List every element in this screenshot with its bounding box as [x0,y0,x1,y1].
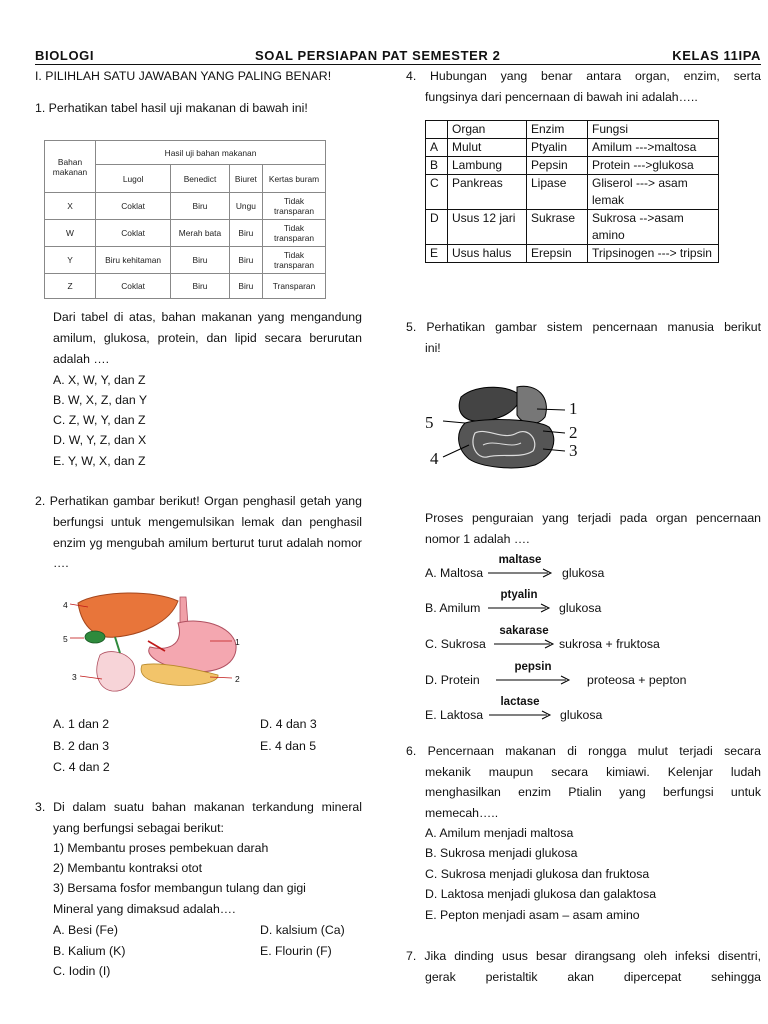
table-row [426,245,719,263]
q5-product: glukosa [560,708,603,722]
q5-product: proteosa + pepton [587,673,687,687]
q6-stem-line: memecah….. [425,806,499,820]
table-cell: Pankreas [448,175,527,210]
q2-option-e: E. 4 dan 5 [260,739,317,753]
section-title: I. PILIHLAH SATU JAWABAN YANG PALING BENAR! [35,69,332,83]
table-cell: Fungsi [588,121,719,139]
table-cell: Lambung [448,157,527,175]
table-row [426,157,719,175]
q5-figure-label-2: 2 [569,423,578,442]
q1-option-c: C. Z, W, Y, dan Z [53,413,146,427]
q2-stem-line: 2. Perhatikan gambar berikut! Organ penghasil getah yang [35,494,362,508]
q5-ask-line: nomor 1 adalah …. [425,532,530,546]
q5-ask-line: Proses penguraian yang terjadi pada organ pencernaan [425,511,761,525]
q5-option-a [425,563,483,584]
table-cell: Biru [229,247,262,274]
q5-substrate: B. Amilum [425,601,481,615]
q2-stem-line: enzim yg mengubah amilum berturut turut adalah nomor [53,536,362,550]
q3-stem-line: 3. Di dalam suatu bahan makanan terkandung mineral [35,800,362,814]
q1-food-test-table [44,140,326,299]
table-cell: Pepsin [527,157,588,175]
q5-product: glukosa [559,601,602,615]
q6-stem-line: 6. Pencernaan makanan di rongga mulut terjadi secara [406,744,761,758]
table-cell: Ungu [229,193,262,220]
table-cell: Ptyalin [527,139,588,157]
table-cell: A [426,139,448,157]
table-row [45,193,326,220]
header-title: SOAL PERSIAPAN PAT SEMESTER 2 [255,48,501,63]
reaction-arrow [496,661,570,690]
table-cell: Amilum --->maltosa [588,139,719,157]
q6-option-a: A. Amilum menjadi maltosa [425,826,574,840]
q2-figure-label-3: 3 [72,672,77,682]
table-row [45,247,326,274]
table-row [426,175,719,210]
q1-col-head: Kertas buram [263,165,326,193]
table-cell: D [426,210,448,245]
table-cell: Coklat [96,274,171,299]
table-cell: Transparan [263,274,326,299]
digestive-organs-figure [60,585,260,700]
q5-substrate: C. Sukrosa [425,637,486,651]
q3-option-b: B. Kalium (K) [53,944,126,958]
q3-item: 3) Bersama fosfor membangun tulang dan gigi [53,881,306,895]
table-cell: Coklat [96,220,171,247]
q1-text-line: adalah …. [53,352,110,366]
header-class: KELAS 11IPA [672,48,761,63]
q1-col-head: Benedict [171,165,230,193]
table-cell: X [45,193,96,220]
table-row [45,274,326,299]
q4-stem-line: fungsinya dari pencernaan di bawah ini adalah….. [425,90,698,104]
q5-substrate: E. Laktosa [425,708,484,722]
q5-option-d [425,670,480,691]
table-row [426,210,719,245]
q3-option-e: E. Flourin (F) [260,944,332,958]
table-row [45,220,326,247]
table-cell: E [426,245,448,263]
page-header [35,46,761,65]
table-cell: Z [45,274,96,299]
q3-item: 1) Membantu proses pembekuan darah [53,841,269,855]
enzyme-label: ptyalin [500,589,538,601]
q1-col-head: Lugol [96,165,171,193]
q5-stem-line: ini! [425,341,441,355]
q5-substrate: A. Maltosa [425,566,484,580]
q1-col-bahan: Bahan makanan [45,141,96,193]
q5-figure-label-5: 5 [425,413,434,432]
table-cell: Biru kehitaman [96,247,171,274]
q5-stem-line: 5. Perhatikan gambar sistem pencernaan manusia berikut [406,320,761,334]
q3-item: 2) Membantu kontraksi otot [53,861,202,875]
q2-figure-label-1: 1 [235,637,240,647]
reaction-arrow [489,696,551,725]
q5-product: glukosa [562,566,605,580]
q2-option-d: D. 4 dan 3 [260,717,317,731]
q2-option-b: B. 2 dan 3 [53,739,110,753]
q5-figure-label-3: 3 [569,441,578,460]
q1-option-a: A. X, W, Y, dan Z [53,373,146,387]
table-cell: Biru [229,274,262,299]
q4-stem-line: 4. Hubungan yang benar antara organ, enzim, serta [406,69,761,83]
table-cell [426,121,448,139]
table-cell: Usus 12 jari [448,210,527,245]
table-cell: Tidak transparan [263,193,326,220]
q1-col-head: Biuret [229,165,262,193]
reaction-arrow [488,589,550,618]
table-cell: Gliserol ---> asam lemak [588,175,719,210]
table-cell: Organ [448,121,527,139]
q3-stem-line: yang berfungsi sebagai berikut: [53,821,224,835]
enzyme-label: maltase [498,554,542,566]
q2-figure-label-5: 5 [63,634,68,644]
q2-option-a: A. 1 dan 2 [53,717,110,731]
q6-stem-line: menghasilkan enzim Ptialin yang berfungsi untuk [425,785,761,799]
table-cell: Tripsinogen ---> tripsin [588,245,719,263]
q1-option-b: B. W, X, Z, dan Y [53,393,148,407]
table-cell: Erepsin [527,245,588,263]
header-subject: BIOLOGI [35,48,95,63]
q5-option-c [425,634,486,655]
table-cell: Coklat [96,193,171,220]
table-cell: Merah bata [171,220,230,247]
table-cell: Y [45,247,96,274]
table-cell: Biru [229,220,262,247]
q4-organ-enzyme-table [425,120,719,263]
table-cell: B [426,157,448,175]
table-cell: Biru [171,193,230,220]
q1-option-d: D. W, Y, Z, dan X [53,433,147,447]
table-cell: Lipase [527,175,588,210]
q2-option-c: C. 4 dan 2 [53,760,110,774]
q7-stem-line: gerak peristaltik akan dipercepat sehingga [425,970,761,984]
q6-option-b: B. Sukrosa menjadi glukosa [425,846,578,860]
q5-option-e [425,705,483,726]
q3-option-c: C. Iodin (I) [53,964,111,978]
q3-option-a: A. Besi (Fe) [53,923,118,937]
table-cell: Usus halus [448,245,527,263]
q5-product: sukrosa + fruktosa [559,637,660,651]
q1-text-line: amilum, glukosa, protein, dan lipid secara berurutan [53,331,362,345]
table-cell: C [426,175,448,210]
reaction-arrow [494,625,554,654]
reaction-arrow [488,554,552,583]
q6-stem-line: mekanik maupun secara kimiawi. Kelenjar ludah [425,765,761,779]
q3-option-d: D. kalsium (Ca) [260,923,345,937]
q1-option-e: E. Y, W, X, dan Z [53,454,146,468]
table-cell: Biru [171,247,230,274]
table-cell: Tidak transparan [263,220,326,247]
table-cell: Enzim [527,121,588,139]
table-header-row [426,121,719,139]
table-cell: Sukrosa -->asam amino [588,210,719,245]
q6-option-c: C. Sukrosa menjadi glukosa dan fruktosa [425,867,650,881]
table-cell: Biru [171,274,230,299]
table-cell: Mulut [448,139,527,157]
q6-option-d: D. Laktosa menjadi glukosa dan galaktosa [425,887,657,901]
table-cell: W [45,220,96,247]
table-cell: Tidak transparan [263,247,326,274]
q7-stem-line: 7. Jika dinding usus besar dirangsang oleh infeksi disentri, [406,949,761,963]
q1-col-group: Hasil uji bahan makanan [96,141,326,165]
q6-option-e: E. Pepton menjadi asam – asam amino [425,908,640,922]
enzyme-label: pepsin [514,661,552,673]
q5-substrate: D. Protein [425,673,480,687]
q5-option-b [425,598,480,619]
enzyme-label: sakarase [499,625,549,637]
q5-figure-label-4: 4 [430,449,439,468]
q3-ask: Mineral yang dimaksud adalah…. [53,902,236,916]
q1-text-line: Dari tabel di atas, bahan makanan yang mengandung [53,310,362,324]
q2-figure-label-4: 4 [63,600,68,610]
q1-stem: 1. Perhatikan tabel hasil uji makanan di bawah ini! [35,101,308,115]
enzyme-label: lactase [500,696,540,708]
q5-figure-label-1: 1 [569,399,578,418]
table-row [426,139,719,157]
q2-stem-line: …. [53,556,69,570]
q2-figure-label-2: 2 [235,674,240,684]
table-cell: Sukrase [527,210,588,245]
q2-stem-line: berfungsi untuk mengemulsikan lemak dan penghasil [53,515,362,529]
table-cell: Protein --->glukosa [588,157,719,175]
